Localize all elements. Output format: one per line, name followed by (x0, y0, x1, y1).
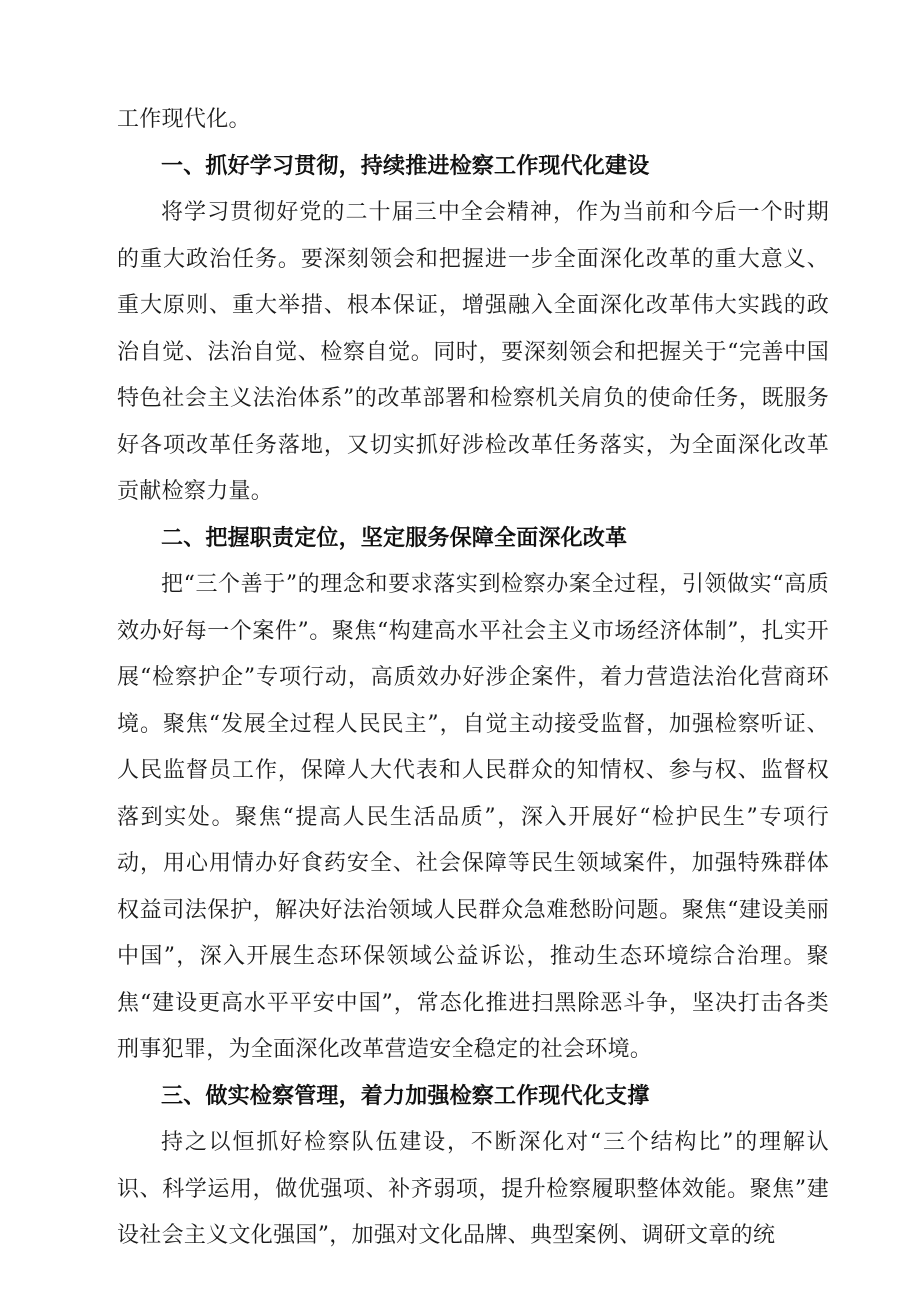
section-1-paragraph: 将学习贯彻好党的二十届三中全会精神，作为当前和今后一个时期的重大政治任务。要深刻领会和把握进一步全面深化改革的重大意义、重大原则、重大举措、根本保证，增强融入全面深化改革伟大实践的政治自觉、法治自觉、检察自觉。同时，要深刻领会和把握关于“完善中国特色社会主义法治体系”的改革部署和检察机关肩负的使命任务，既服务好各项改革任务落地，又切实抓好涉检改革任务落实，为全面深化改革贡献检察力量。 (117, 200, 829, 504)
section-3-paragraph: 持之以恒抓好检察队伍建设，不断深化对“三个结构比”的理解认识、科学运用，做优强项、补齐弱项，提升检察履职整体效能。聚焦”建设社会主义文化强国”，加强对文化品牌、典型案例、调研文章的统 (117, 1130, 829, 1248)
section-2-paragraph: 把“三个善于”的理念和要求落实到检察办案全过程，引领做实“高质效办好每一个案件”。聚焦“构建高水平社会主义市场经济体制”，扎实开展“检察护企”专项行动，高质效办好涉企案件，着力营造法治化营商环境。聚焦“发展全过程人民民主”，自觉主动接受监督，加强检察听证、人民监督员工作，保障人大代表和人民群众的知情权、参与权、监督权落到实处。聚焦“提高人民生活品质”，深入开展好“检护民生”专项行动，用心用情办好食药安全、社会保障等民生领域案件，加强特殊群体权益司法保护，解决好法治领域人民群众急难愁盼问题。聚焦“建设美丽中国”，深入开展生态环保领域公益诉讼，推动生态环境综合治理。聚焦“建设更高水平平安中国”，常态化推进扫黑除恶斗争，坚决打击各类刑事犯罪，为全面深化改革营造安全稳定的社会环境。 (117, 572, 829, 1062)
section-3-heading: 三、做实检察管理，着力加强检察工作现代化支撑 (161, 1083, 650, 1109)
document-body (117, 97, 829, 1260)
section-1-heading: 一、抓好学习贯彻，持续推进检察工作现代化建设 (161, 153, 650, 179)
opening-line: 工作现代化。 (117, 107, 251, 132)
section-2-heading: 二、把握职责定位，坚定服务保障全面深化改革 (161, 525, 628, 551)
